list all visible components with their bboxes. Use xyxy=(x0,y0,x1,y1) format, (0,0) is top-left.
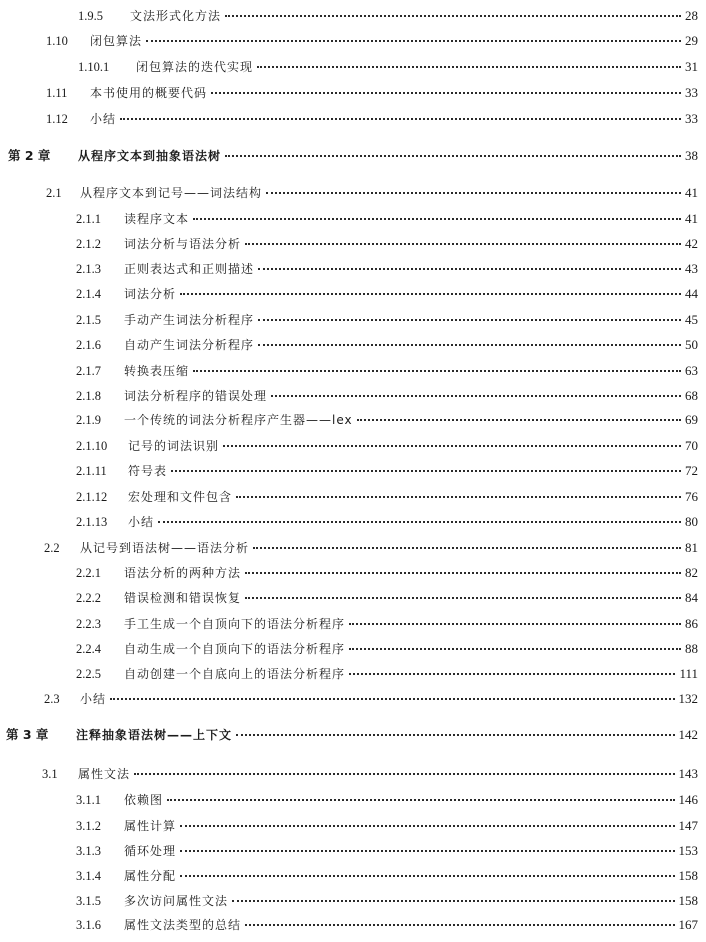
dot-leader xyxy=(180,825,674,827)
section-title: 词法分析 xyxy=(124,287,177,301)
page-number: 146 xyxy=(678,792,698,807)
section-title: 记号的词法识别 xyxy=(128,439,220,453)
section-number: 2.1 xyxy=(46,186,62,200)
section-title: 自动创建一个自底向上的语法分析程序 xyxy=(124,667,346,681)
section-number: 2.1.11 xyxy=(76,464,107,478)
section-number: 2.2 xyxy=(44,541,60,555)
section-number: 2.2.5 xyxy=(76,667,101,681)
dot-leader xyxy=(180,850,674,852)
page-number: 142 xyxy=(678,727,698,742)
toc-entry-2-1-3 xyxy=(76,261,698,277)
dot-leader xyxy=(245,924,674,926)
dot-leader xyxy=(193,370,681,372)
dot-leader xyxy=(110,698,674,700)
page-number: 28 xyxy=(685,8,698,23)
toc-entry-3-1-1 xyxy=(76,792,698,808)
section-title: 闭包算法 xyxy=(90,34,143,48)
toc-entry-2-1-1 xyxy=(76,211,698,227)
page-number: 153 xyxy=(678,843,698,858)
page-number: 132 xyxy=(678,691,698,706)
page-number: 84 xyxy=(685,590,698,605)
toc-entry-1-11 xyxy=(46,85,698,101)
dot-leader xyxy=(223,445,681,447)
section-number: 2.1.3 xyxy=(76,262,101,276)
section-title: 属性文法 xyxy=(78,767,131,781)
dot-leader xyxy=(211,92,681,94)
section-title: 文法形式化方法 xyxy=(130,9,222,23)
page-number: 82 xyxy=(685,565,698,580)
section-number: 2.1.9 xyxy=(76,413,101,427)
section-number: 2.1.2 xyxy=(76,237,101,251)
section-title: 正则表达式和正则描述 xyxy=(124,262,255,276)
toc-entry-2-2-3 xyxy=(76,616,698,632)
toc-entry-2-2-4 xyxy=(76,641,698,657)
toc-entry-3-1-6 xyxy=(76,917,698,933)
section-number: 1.10.1 xyxy=(78,60,110,74)
toc-entry-2-1-12 xyxy=(76,489,698,505)
section-title: 宏处理和文件包含 xyxy=(128,490,233,504)
section-title: 本书使用的概要代码 xyxy=(90,86,208,100)
section-number: 1.10 xyxy=(46,34,68,48)
toc-entry-2-2 xyxy=(44,540,698,556)
section-title: 属性分配 xyxy=(124,869,177,883)
section-title: 属性文法类型的总结 xyxy=(124,918,242,932)
page-number: 76 xyxy=(685,489,698,504)
dot-leader xyxy=(266,192,681,194)
section-title: 自动产生词法分析程序 xyxy=(124,338,255,352)
dot-leader xyxy=(146,40,681,42)
page-number: 33 xyxy=(685,85,698,100)
dot-leader xyxy=(193,218,681,220)
page-number: 50 xyxy=(685,337,698,352)
section-title: 手动产生词法分析程序 xyxy=(124,313,255,327)
toc-entry-2-1 xyxy=(46,185,698,201)
toc-entry-chapter-3 xyxy=(6,727,698,743)
section-title: 小结 xyxy=(90,112,117,126)
dot-leader xyxy=(258,319,681,321)
page-number: 70 xyxy=(685,438,698,453)
section-number: 2.2.3 xyxy=(76,617,101,631)
page-number: 33 xyxy=(685,111,698,126)
page-number: 88 xyxy=(685,641,698,656)
section-number: 2.1.12 xyxy=(76,490,108,504)
section-number: 2.2.1 xyxy=(76,566,101,580)
section-number: 2.1.8 xyxy=(76,389,101,403)
page-number: 72 xyxy=(685,463,698,478)
toc-entry-2-1-2 xyxy=(76,236,698,252)
section-number: 3.1.3 xyxy=(76,844,101,858)
page-number: 158 xyxy=(678,893,698,908)
toc-entry-2-1-9 xyxy=(76,412,698,428)
section-title: 词法分析程序的错误处理 xyxy=(124,389,268,403)
dot-leader xyxy=(171,470,681,472)
dot-leader xyxy=(258,268,681,270)
section-number: 3.1.1 xyxy=(76,793,101,807)
toc-entry-2-1-7 xyxy=(76,363,698,379)
section-title: 读程序文本 xyxy=(124,212,190,226)
section-title: 小结 xyxy=(128,515,155,529)
page-number: 45 xyxy=(685,312,698,327)
dot-leader xyxy=(245,572,681,574)
toc-entry-2-1-6 xyxy=(76,337,698,353)
toc-entry-1-10-1 xyxy=(78,59,698,75)
dot-leader xyxy=(349,648,681,650)
toc-entry-2-3 xyxy=(44,691,698,707)
toc-entry-2-2-2 xyxy=(76,590,698,606)
section-number: 2.2.4 xyxy=(76,642,101,656)
section-title: 转换表压缩 xyxy=(124,364,190,378)
section-number: 2.1.1 xyxy=(76,212,101,226)
section-number: 2.1.13 xyxy=(76,515,108,529)
page-number: 81 xyxy=(685,540,698,555)
dot-leader xyxy=(236,496,681,498)
page-number: 143 xyxy=(678,766,698,781)
section-title: 自动生成一个自顶向下的语法分析程序 xyxy=(124,642,346,656)
section-title: 一个传统的词法分析程序产生器——lex xyxy=(124,413,353,427)
section-title: 循环处理 xyxy=(124,844,177,858)
section-title: 属性计算 xyxy=(124,819,177,833)
page-number: 42 xyxy=(685,236,698,251)
page-number: 29 xyxy=(685,33,698,48)
toc-entry-3-1-4 xyxy=(76,868,698,884)
chapter-title: 从程序文本到抽象语法树 xyxy=(78,149,222,163)
page-number: 68 xyxy=(685,388,698,403)
dot-leader xyxy=(134,773,674,775)
dot-leader xyxy=(253,547,681,549)
section-title: 小结 xyxy=(80,692,107,706)
dot-leader xyxy=(180,875,674,877)
dot-leader xyxy=(120,118,681,120)
dot-leader xyxy=(232,900,674,902)
toc-entry-2-1-11 xyxy=(76,463,698,479)
section-number: 2.3 xyxy=(44,692,60,706)
toc-entry-3-1-2 xyxy=(76,818,698,834)
page-number: 69 xyxy=(685,412,698,427)
toc-entry-3-1-5 xyxy=(76,893,698,909)
section-title: 符号表 xyxy=(128,464,168,478)
section-number: 2.2.2 xyxy=(76,591,101,605)
dot-leader xyxy=(258,344,681,346)
dot-leader xyxy=(225,155,681,157)
page-number: 167 xyxy=(678,917,698,932)
section-title: 依赖图 xyxy=(124,793,164,807)
dot-leader xyxy=(225,15,681,17)
page-number: 31 xyxy=(685,59,698,74)
dot-leader xyxy=(271,395,681,397)
dot-leader xyxy=(245,243,681,245)
page-number: 86 xyxy=(685,616,698,631)
page-number: 111 xyxy=(679,666,698,681)
dot-leader xyxy=(180,293,681,295)
dot-leader xyxy=(349,673,675,675)
section-title: 错误检测和错误恢复 xyxy=(124,591,242,605)
section-number: 2.1.10 xyxy=(76,439,108,453)
dot-leader xyxy=(245,597,681,599)
section-title: 词法分析与语法分析 xyxy=(124,237,242,251)
section-title: 从程序文本到记号——词法结构 xyxy=(80,186,263,200)
toc-entry-2-1-5 xyxy=(76,312,698,328)
page-number: 147 xyxy=(678,818,698,833)
chapter-number: 第 3 章 xyxy=(6,727,49,742)
section-number: 1.9.5 xyxy=(78,9,103,23)
section-number: 3.1.6 xyxy=(76,918,101,932)
toc-entry-3-1-3 xyxy=(76,843,698,859)
page-number: 43 xyxy=(685,261,698,276)
section-number: 3.1.4 xyxy=(76,869,101,883)
toc-entry-1-9-5 xyxy=(78,8,698,24)
toc-entry-2-1-13 xyxy=(76,514,698,530)
section-title: 语法分析的两种方法 xyxy=(124,566,242,580)
section-number: 2.1.7 xyxy=(76,364,101,378)
section-number: 3.1.2 xyxy=(76,819,101,833)
dot-leader xyxy=(357,419,681,421)
section-number: 3.1.5 xyxy=(76,894,101,908)
section-number: 2.1.6 xyxy=(76,338,101,352)
toc-entry-2-2-1 xyxy=(76,565,698,581)
dot-leader xyxy=(158,521,681,523)
dot-leader xyxy=(236,734,674,736)
dot-leader xyxy=(349,623,681,625)
section-number: 3.1 xyxy=(42,767,58,781)
chapter-number: 第 2 章 xyxy=(8,148,51,163)
page-number: 41 xyxy=(685,185,698,200)
section-number: 2.1.4 xyxy=(76,287,101,301)
section-number: 1.11 xyxy=(46,86,68,100)
toc-entry-1-10 xyxy=(46,33,698,49)
toc-entry-chapter-2 xyxy=(8,148,698,164)
dot-leader xyxy=(257,66,681,68)
page-number: 80 xyxy=(685,514,698,529)
page-number: 158 xyxy=(678,868,698,883)
section-number: 1.12 xyxy=(46,112,68,126)
toc-entry-2-1-4 xyxy=(76,286,698,302)
page-number: 41 xyxy=(685,211,698,226)
section-number: 2.1.5 xyxy=(76,313,101,327)
chapter-title: 注释抽象语法树——上下文 xyxy=(76,728,233,742)
toc-entry-1-12 xyxy=(46,111,698,127)
section-title: 从记号到语法树——语法分析 xyxy=(80,541,250,555)
toc-entry-2-1-10 xyxy=(76,438,698,454)
section-title: 闭包算法的迭代实现 xyxy=(136,60,254,74)
section-title: 多次访问属性文法 xyxy=(124,894,229,908)
section-title: 手工生成一个自顶向下的语法分析程序 xyxy=(124,617,346,631)
toc-entry-2-1-8 xyxy=(76,388,698,404)
page-number: 44 xyxy=(685,286,698,301)
toc-entry-2-2-5 xyxy=(76,666,698,682)
dot-leader xyxy=(167,799,674,801)
page-number: 63 xyxy=(685,363,698,378)
toc-entry-3-1 xyxy=(42,766,698,782)
page-number: 38 xyxy=(685,148,698,163)
